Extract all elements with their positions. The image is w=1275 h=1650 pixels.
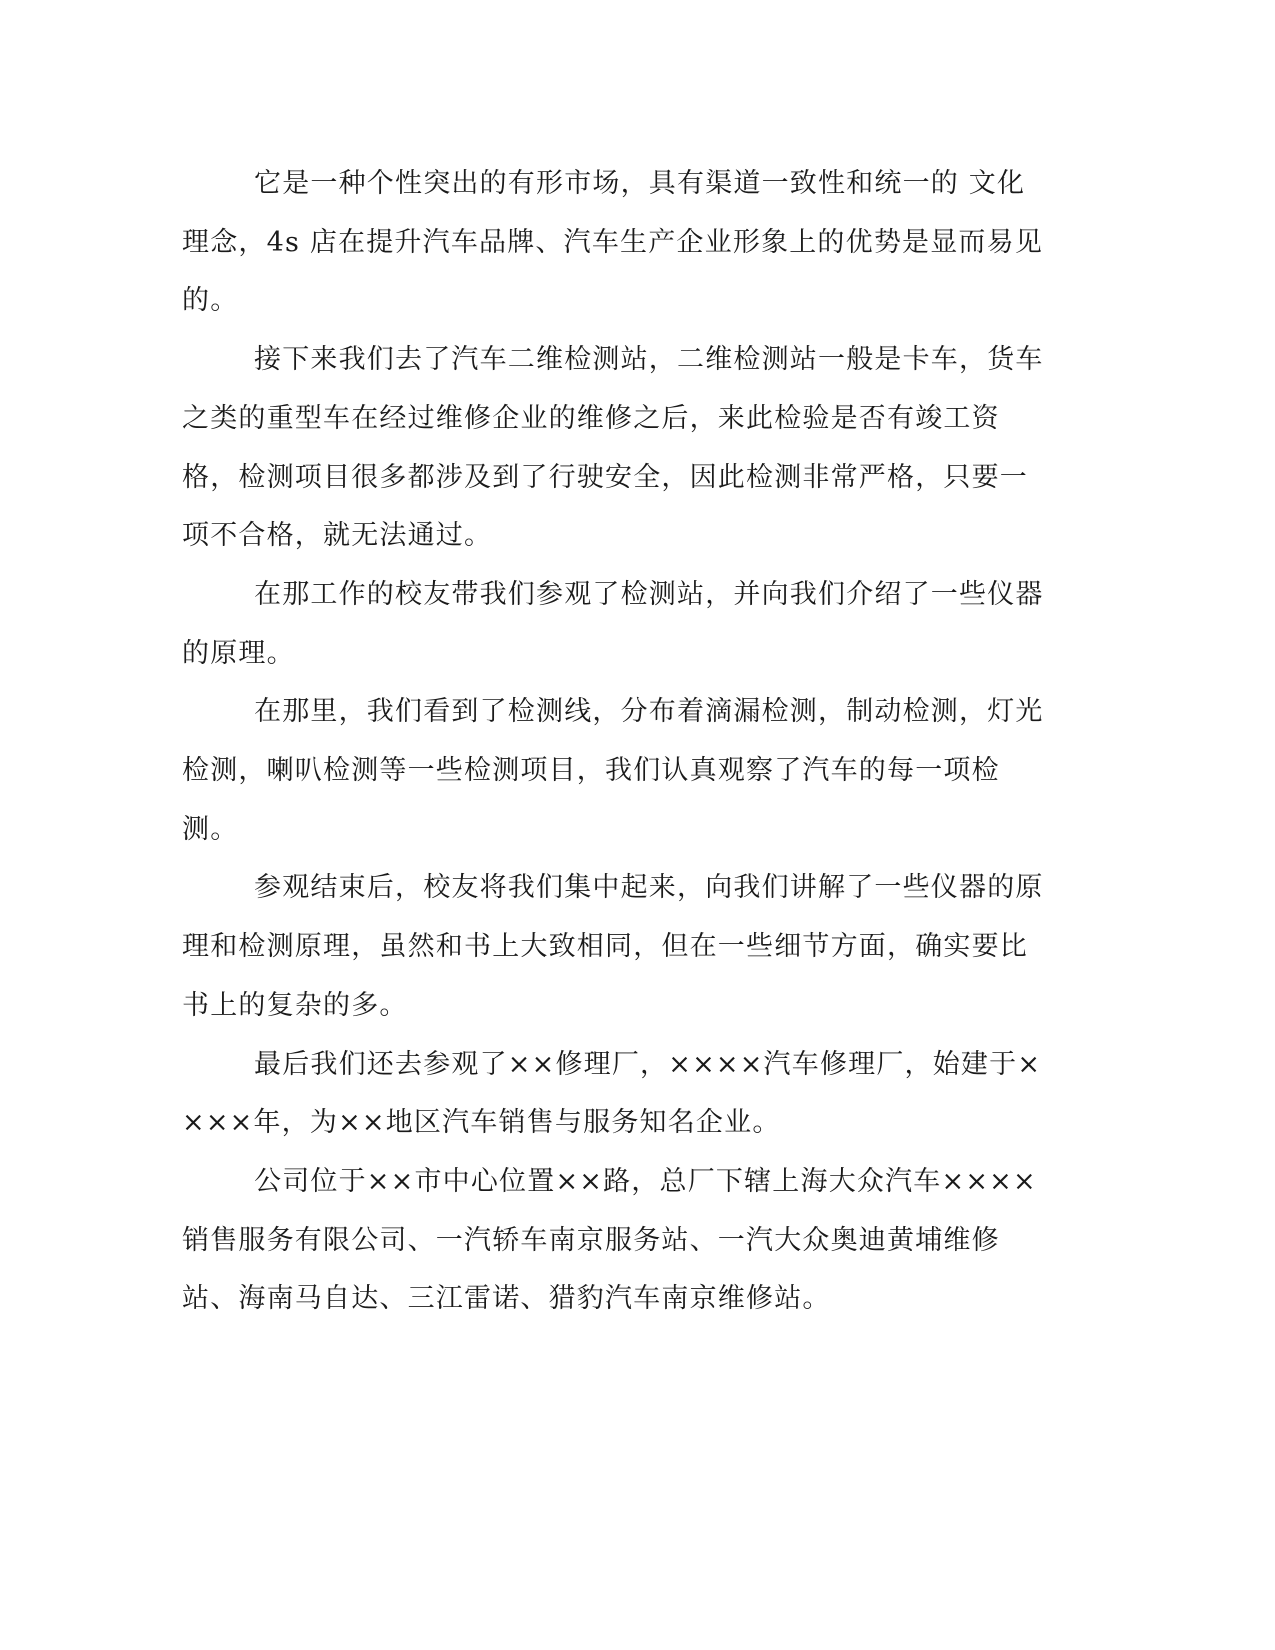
paragraph: 在那工作的校友带我们参观了检测站，并向我们介绍了一些仪器的原理。 — [182, 578, 1044, 669]
paragraph: 参观结束后，校友将我们集中起来，向我们讲解了一些仪器的原理和检测原理，虽然和书上大致相同，但在一些细节方面，确实要比书上的复杂的多。 — [182, 872, 1044, 1021]
paragraph: 它是一种个性突出的有形市场，具有渠道一致性和统一的 文化理念，4s 店在提升汽车品牌、汽车生产企业形象上的优势是显而易见的。 — [182, 168, 1044, 317]
paragraph: 在那里，我们看到了检测线，分布着滴漏检测，制动检测，灯光检测，喇叭检测等一些检测项目，我们认真观察了汽车的每一项检测。 — [182, 696, 1044, 845]
paragraph: 公司位于××市中心位置××路，总厂下辖上海大众汽车××××销售服务有限公司、一汽轿车南京服务站、一汽大众奥迪黄埔维修站、海南马自达、三江雷诺、猎豹汽车南京维修站。 — [182, 1165, 1037, 1315]
paragraph: 接下来我们去了汽车二维检测站，二维检测站一般是卡车，货车之类的重型车在经过维修企业的维修之后，来此检验是否有竣工资格，检测项目很多都涉及到了行驶安全，因此检测非常严格，只要一项不合格，就无法通过。 — [182, 344, 1044, 552]
document-body — [182, 155, 1052, 1329]
paragraph: 最后我们还去参观了××修理厂，××××汽车修理厂，始建于××××年，为××地区汽车销售与服务知名企业。 — [182, 1048, 1042, 1139]
